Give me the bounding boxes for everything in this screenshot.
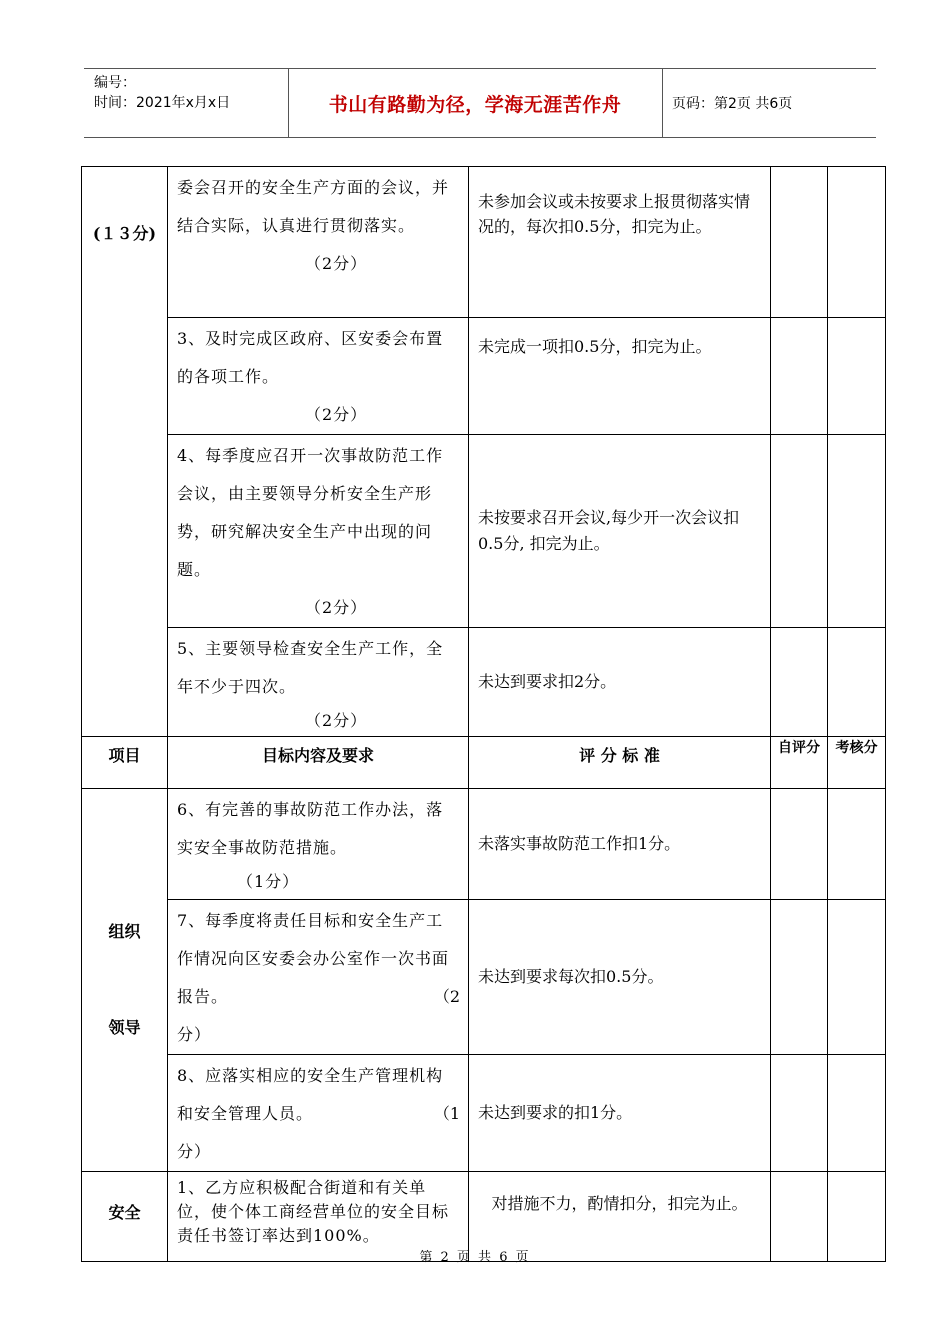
requirement-cell xyxy=(168,318,469,435)
self-score-cell[interactable] xyxy=(771,435,828,628)
requirement-cell xyxy=(168,628,469,737)
section-label-spacer xyxy=(82,945,167,1015)
column-header-project: 项目 xyxy=(82,737,168,789)
page-header xyxy=(84,68,876,138)
section-label-org xyxy=(82,789,168,1172)
section-label-line: 领导 xyxy=(108,1018,141,1037)
requirement-points: （1 xyxy=(433,1104,460,1123)
code-label: 编号： xyxy=(94,75,136,91)
header-page-info: 页码：第2页 共6页 xyxy=(672,96,793,112)
section-score: (１３分) xyxy=(82,167,168,737)
criteria-cell: 未参加会议或未按要求上报贯彻落实情况的，每次扣0.5分，扣完为止。 xyxy=(469,167,771,318)
column-header-review-score: 考核分 xyxy=(828,737,886,789)
review-score-cell[interactable] xyxy=(828,628,886,737)
requirement-text: 4、每季度应召开一次事故防范工作会议，由主要领导分析安全生产形势，研究解决安全生产中出现的问题。 xyxy=(177,446,444,579)
requirement-text: 3、及时完成区政府、区安委会布置的各项工作。 xyxy=(177,329,444,386)
review-score-cell[interactable] xyxy=(828,318,886,435)
requirement-points: （1分） xyxy=(237,872,300,891)
header-divider xyxy=(662,69,663,137)
criteria-cell: 对措施不力，酌情扣分，扣完为止。 xyxy=(469,1172,771,1262)
table-row xyxy=(82,789,886,900)
requirement-points-wrap: 分） xyxy=(177,1142,212,1161)
table-row xyxy=(82,1055,886,1172)
requirement-points: （2分） xyxy=(305,598,368,617)
requirement-points: （2分） xyxy=(305,254,368,273)
column-header-self-score: 自评分 xyxy=(771,737,828,789)
self-score-cell[interactable] xyxy=(771,789,828,900)
column-header-content: 目标内容及要求 xyxy=(168,737,469,789)
self-score-cell[interactable] xyxy=(771,318,828,435)
criteria-cell: 未落实事故防范工作扣1分。 xyxy=(469,789,771,900)
requirement-points: （2分） xyxy=(305,405,368,424)
column-header-row xyxy=(82,737,886,789)
self-score-cell[interactable] xyxy=(771,1055,828,1172)
section-label-line: 组织 xyxy=(108,922,141,941)
assessment-table xyxy=(81,166,886,1262)
column-header-standard: 评 分 标 准 xyxy=(469,737,771,789)
requirement-points: （2分） xyxy=(305,711,368,730)
requirement-cell xyxy=(168,167,469,318)
criteria-cell: 未按要求召开会议,每少开一次会议扣0.5分, 扣完为止。 xyxy=(469,435,771,628)
section-label-safety: 安全 xyxy=(82,1172,168,1262)
requirement-text: 8、应落实相应的安全生产管理机构和安全管理人员。 xyxy=(177,1066,444,1123)
self-score-cell[interactable] xyxy=(771,900,828,1055)
review-score-cell[interactable] xyxy=(828,1055,886,1172)
requirement-cell xyxy=(168,789,469,900)
requirement-cell xyxy=(168,435,469,628)
review-score-cell[interactable] xyxy=(828,167,886,318)
requirement-text: 委会召开的安全生产方面的会议，并结合实际，认真进行贯彻落实。 xyxy=(177,178,450,235)
review-score-cell[interactable] xyxy=(828,435,886,628)
review-score-cell[interactable] xyxy=(828,900,886,1055)
review-score-cell[interactable] xyxy=(828,789,886,900)
criteria-cell: 未达到要求扣2分。 xyxy=(469,628,771,737)
requirement-points-wrap: 分） xyxy=(177,1025,212,1044)
page-footer: 第 2 页 共 6 页 xyxy=(419,1250,531,1265)
requirement-cell xyxy=(168,1055,469,1172)
table-row xyxy=(82,628,886,737)
criteria-cell: 未达到要求每次扣0.5分。 xyxy=(469,900,771,1055)
table-row xyxy=(82,318,886,435)
self-score-cell[interactable] xyxy=(771,167,828,318)
requirement-text: 7、每季度将责任目标和安全生产工作情况向区安委会办公室作一次书面报告。 xyxy=(177,911,450,1006)
criteria-cell: 未完成一项扣0.5分，扣完为止。 xyxy=(469,318,771,435)
requirement-points: （2 xyxy=(433,987,460,1006)
requirement-text: 5、主要领导检查安全生产工作，全年不少于四次。 xyxy=(177,639,444,696)
table-row xyxy=(82,900,886,1055)
requirement-cell xyxy=(168,900,469,1055)
header-meta xyxy=(94,73,284,113)
requirement-cell: 1、乙方应积极配合街道和有关单位，使个体工商经营单位的安全目标责任书签订率达到100%。 xyxy=(168,1172,469,1262)
table-row xyxy=(82,435,886,628)
criteria-cell: 未达到要求的扣1分。 xyxy=(469,1055,771,1172)
header-motto: 书山有路勤为径，学海无涯苦作舟 xyxy=(328,93,622,116)
table-row xyxy=(82,167,886,318)
requirement-text: 6、有完善的事故防范工作办法，落实安全事故防范措施。 xyxy=(177,800,444,857)
time-label: 时间：2021年x月x日 xyxy=(94,95,231,111)
self-score-cell[interactable] xyxy=(771,628,828,737)
